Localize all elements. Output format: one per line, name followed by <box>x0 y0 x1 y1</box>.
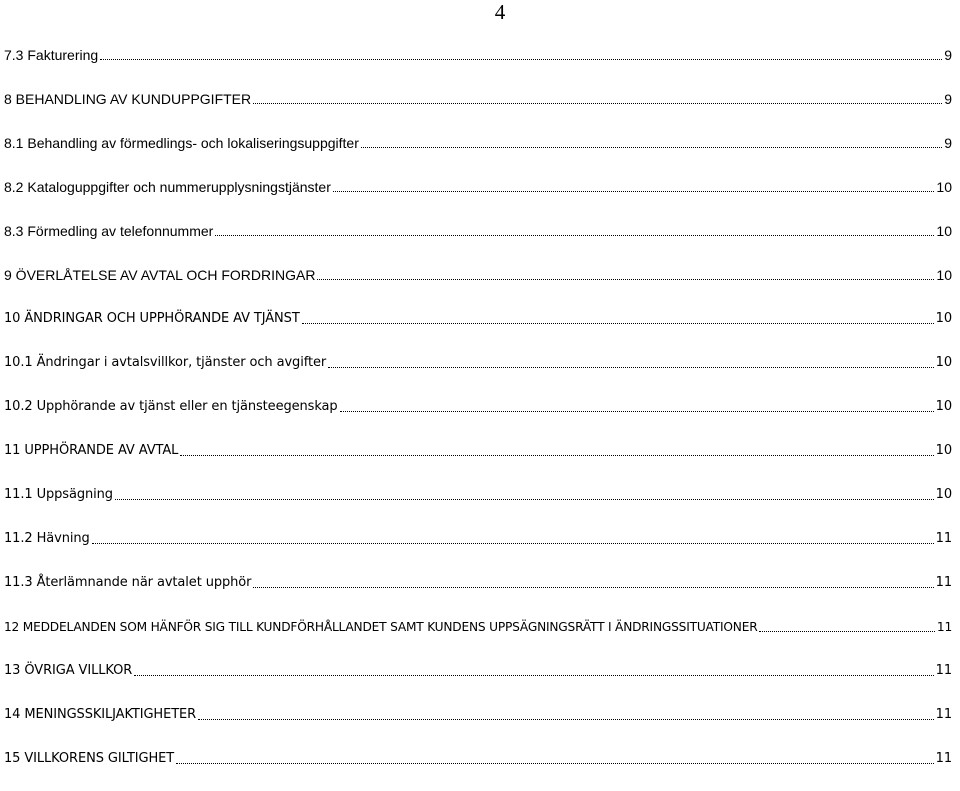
toc-entry-label: 10 ÄNDRINGAR OCH UPPHÖRANDE AV TJÄNST <box>4 311 300 326</box>
toc-entry-label: 9 ÖVERLÅTELSE AV AVTAL OCH FORDRINGAR <box>4 267 316 283</box>
toc-entry-label: 10.2 Upphörande av tjänst eller en tjänsteegenskap <box>4 399 338 414</box>
toc-entry-page: 10 <box>935 443 952 458</box>
toc-entry-page: 10 <box>936 223 952 239</box>
toc-entry[interactable] <box>0 308 960 351</box>
toc-entry-page: 11 <box>935 707 952 722</box>
toc-entry[interactable] <box>0 132 960 175</box>
toc-entry[interactable] <box>0 572 960 615</box>
dot-leader <box>100 58 942 60</box>
dot-leader <box>215 234 934 236</box>
toc-entry-label: 14 MENINGSSKILJAKTIGHETER <box>4 707 197 722</box>
dot-leader <box>317 278 934 280</box>
toc-entry-label: 11.3 Återlämnande när avtalet upphör <box>4 575 252 590</box>
dot-leader <box>92 542 934 544</box>
toc-entry-label: 7.3 Fakturering <box>4 47 99 63</box>
toc-entry-page: 11 <box>936 620 952 634</box>
dot-leader <box>180 454 933 456</box>
dot-leader <box>759 630 934 632</box>
toc-entry-label: 13 ÖVRIGA VILLKOR <box>4 663 133 678</box>
toc-entry-page: 9 <box>944 47 952 63</box>
dot-leader <box>328 366 934 368</box>
toc-entry-page: 9 <box>944 135 952 151</box>
toc-entry[interactable] <box>0 440 960 483</box>
toc-entry-page: 9 <box>944 91 952 107</box>
toc-entry-label: 8.2 Kataloguppgifter och nummerupplysningstjänster <box>4 179 331 195</box>
toc-entry-page: 11 <box>935 663 952 678</box>
toc-entry[interactable] <box>0 704 960 747</box>
dot-leader <box>340 410 934 412</box>
toc-entry[interactable] <box>0 748 960 791</box>
toc-entry-label: 11.2 Hävning <box>4 531 90 546</box>
toc-entry-label: 8 BEHANDLING AV KUNDUPPGIFTER <box>4 91 252 107</box>
dot-leader <box>115 498 934 500</box>
dot-leader <box>253 102 942 104</box>
toc-entry-label: 11 UPPHÖRANDE AV AVTAL <box>4 443 179 458</box>
toc-entry[interactable] <box>0 44 960 87</box>
dot-leader <box>176 762 934 764</box>
toc-entry-label: 12 MEDDELANDEN SOM HÄNFÖR SIG TILL KUNDFÖRHÅLLANDET SAMT KUNDENS UPPSÄGNINGSRÄTT I ÄNDRINGSSITUATIONER <box>4 620 758 634</box>
toc-entry-page: 10 <box>935 399 952 414</box>
toc-entry-page: 11 <box>935 531 952 546</box>
toc-entry[interactable] <box>0 528 960 571</box>
toc-entry[interactable] <box>0 660 960 703</box>
toc-entry-label: 8.1 Behandling av förmedlings- och lokaliseringsuppgifter <box>4 135 359 151</box>
dot-leader <box>302 322 934 324</box>
toc-entry[interactable] <box>0 396 960 439</box>
toc-entry[interactable] <box>0 616 960 659</box>
dot-leader <box>134 674 934 676</box>
toc-entry-page: 10 <box>935 355 952 370</box>
toc-entry-page: 10 <box>935 487 952 502</box>
toc-entry-label: 8.3 Förmedling av telefonnummer <box>4 223 214 239</box>
table-of-contents <box>0 43 960 791</box>
toc-entry-page: 10 <box>936 267 952 283</box>
toc-entry-page: 11 <box>935 751 952 766</box>
dot-leader <box>361 146 942 148</box>
toc-entry-label: 11.1 Uppsägning <box>4 487 113 502</box>
toc-entry[interactable] <box>0 88 960 131</box>
toc-entry-label: 10.1 Ändringar i avtalsvillkor, tjänster och avgifter <box>4 355 327 370</box>
toc-entry[interactable] <box>0 352 960 395</box>
toc-entry-page: 11 <box>935 575 952 590</box>
toc-entry[interactable] <box>0 220 960 263</box>
dot-leader <box>333 190 935 192</box>
toc-entry[interactable] <box>0 264 960 307</box>
dot-leader <box>253 586 933 588</box>
toc-entry[interactable] <box>0 176 960 219</box>
toc-entry[interactable] <box>0 484 960 527</box>
page-number: 4 <box>494 0 506 24</box>
dot-leader <box>198 718 934 720</box>
toc-entry-page: 10 <box>936 179 952 195</box>
toc-entry-page: 10 <box>935 311 952 326</box>
toc-entry-label: 15 VILLKORENS GILTIGHET <box>4 751 175 766</box>
